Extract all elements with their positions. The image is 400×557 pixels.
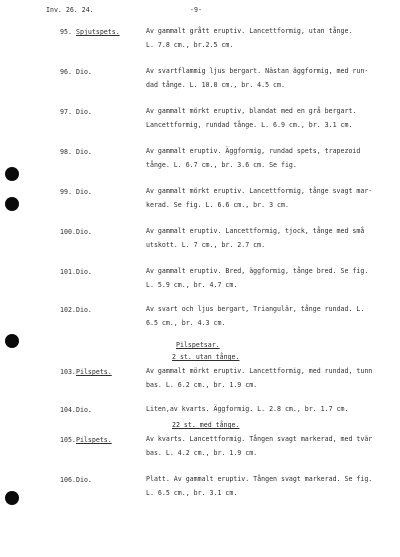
entry-name: Dio. (76, 188, 92, 196)
section-heading-med-tange: 22 st. med tånge. (172, 421, 240, 429)
description-line: Av kvarts. Lancettformig. Tången svagt markerad, med tvär (146, 435, 373, 443)
entry-description (146, 265, 368, 292)
entry-name: Pilspets. (76, 368, 112, 376)
description-line: kerad. Se fig. L. 6.6 cm., br. 3 cm. (146, 200, 289, 209)
entry-number: 102. (60, 306, 76, 314)
binder-hole-3 (5, 334, 19, 348)
entry-name: Dio. (76, 406, 92, 414)
entry-number: 101. (60, 268, 76, 276)
description-line: Platt. Av gammalt eruptiv. Tången svagt markerad. Se fig. (146, 475, 373, 483)
binder-hole-2 (5, 197, 19, 211)
entry-number: 105. (60, 436, 76, 444)
entry-name: Spjutspets. (76, 28, 120, 36)
description-line: Av gammalt grått eruptiv. Lancettformig, utan tånge. (146, 27, 353, 35)
entry-description (146, 105, 356, 132)
description-line: Av gammalt mörkt eruptiv. Lancettformig, med rundad, tunn (146, 367, 373, 375)
entry-name: Dio. (76, 306, 92, 314)
entry-number: 106. (60, 476, 76, 484)
entry-description (146, 145, 360, 172)
binder-hole-1 (5, 167, 19, 181)
entry-name: Dio. (76, 148, 92, 156)
entry-description (146, 225, 364, 252)
entry-number: 103. (60, 368, 76, 376)
description-line: L. 6.5 cm., br. 3.1 cm. (146, 488, 238, 497)
description-line: L. 5.9 cm., br. 4.7 cm. (146, 280, 238, 289)
entry-number: 95. (60, 28, 72, 36)
description-line: Liten,av kvarts. Äggformig. L. 2.8 cm., br. 1.7 cm. (146, 405, 349, 413)
entry-number: 98. (60, 148, 72, 156)
entry-description (146, 65, 368, 92)
description-line: Lancettformig, rundad tånge. L. 6.9 cm., br. 3.1 cm. (146, 120, 353, 129)
binder-hole-4 (5, 491, 19, 505)
section-heading-pilspetsar: Pilspetsar. (176, 341, 220, 349)
entry-name: Dio. (76, 476, 92, 484)
description-line: Av gammalt mörkt eruptiv, blandat med en grå bergart. (146, 107, 357, 115)
entry-name: Dio. (76, 268, 92, 276)
entry-description (146, 365, 372, 392)
entry-name: Pilspets. (76, 436, 112, 444)
description-line: tånge. L. 6.7 cm., br. 3.6 cm. Se fig. (146, 160, 297, 169)
page-number: -9- (190, 6, 202, 14)
section-heading-utan-tange: 2 st. utan tånge. (172, 353, 240, 361)
description-line: utskott. L. 7 cm., br. 2.7 cm. (146, 240, 266, 249)
entry-name: Dio. (76, 68, 92, 76)
description-line: Av svartflammig ljus bergart. Nästan äggformig, med run- (146, 67, 369, 75)
description-line: Av gammalt mörkt eruptiv. Lancettformig, tånge svagt mar- (146, 187, 373, 195)
entry-description (146, 433, 372, 460)
description-line: L. 7.8 cm., br.2.5 cm. (146, 40, 234, 49)
entry-description (146, 185, 372, 212)
description-line: bas. L. 4.2 cm., br. 1.9 cm. (146, 448, 258, 457)
entry-description (146, 403, 348, 417)
entry-description (146, 25, 352, 52)
description-line: Av gammalt eruptiv. Äggformig, rundad spets, trapezoid (146, 147, 361, 155)
entry-description (146, 303, 364, 330)
description-line: Av gammalt eruptiv. Lancettformig, tjock, tånge med små (146, 227, 365, 235)
description-line: 6.5 cm., br. 4.3 cm. (146, 318, 226, 327)
description-line: Av svart och ljus bergart, Triangulär, tånge rundad. L. (146, 305, 365, 313)
entry-description (146, 473, 372, 500)
entry-number: 97. (60, 108, 72, 116)
description-line: bas. L. 6.2 cm., br. 1.9 cm. (146, 380, 258, 389)
inventory-number: Inv. 26. 24. (46, 6, 94, 14)
entry-name: Dio. (76, 228, 92, 236)
entry-number: 104. (60, 406, 76, 414)
description-line: dad tånge. L. 10.8 cm., br. 4.5 cm. (146, 80, 285, 89)
entry-name: Dio. (76, 108, 92, 116)
entry-number: 99. (60, 188, 72, 196)
entry-number: 96. (60, 68, 72, 76)
entry-number: 100. (60, 228, 76, 236)
description-line: Av gammalt eruptiv. Bred, äggformig, tånge bred. Se fig. (146, 267, 369, 275)
